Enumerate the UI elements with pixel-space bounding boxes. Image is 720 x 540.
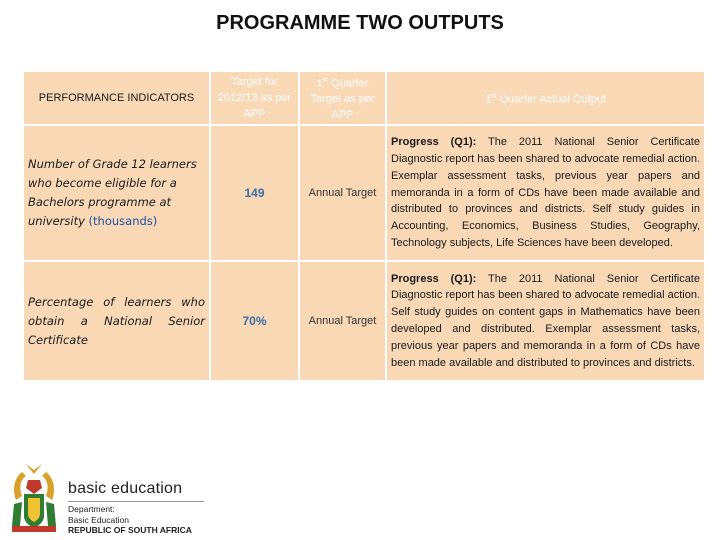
brand-name: basic education xyxy=(68,480,183,497)
department-block xyxy=(68,504,192,536)
outputs-table xyxy=(22,70,706,382)
country-name: REPUBLIC OF SOUTH AFRICA xyxy=(68,525,192,535)
header-q1-target: 1st Quarter Target as per APP xyxy=(300,72,385,124)
indicator-cell: Percentage of learners who obtain a National Senior Certificate xyxy=(24,262,209,380)
table-row xyxy=(24,262,704,380)
annual-target-cell: 70% xyxy=(211,262,298,380)
actual-output-cell: Progress (Q1): The 2011 National Senior Certificate Diagnostic report has been shared to advocate remedial action. Exemplar assessment tasks, previous year papers and memoranda in a form of CDs have been made available and distributed to provinces and districts. Self study guides in Accounting, Economics, Business Studies, Geography, Technology subjects, Life Sciences have been developed. xyxy=(387,126,704,260)
quarter-target-cell: Annual Target xyxy=(300,126,385,260)
header-annual-target: Target for 2012/13 as per APP xyxy=(211,72,298,124)
quarter-target-cell: Annual Target xyxy=(300,262,385,380)
header-q1-actual: 1st Quarter Actual Output xyxy=(387,72,704,124)
table-header-row xyxy=(24,72,704,124)
annual-target-cell: 149 xyxy=(211,126,298,260)
header-indicators: PERFORMANCE INDICATORS xyxy=(24,72,209,124)
department-label: Department: xyxy=(68,504,115,514)
page-title: PROGRAMME TWO OUTPUTS xyxy=(216,12,504,34)
table-row xyxy=(24,126,704,260)
actual-output-cell: Progress (Q1): The 2011 National Senior Certificate Diagnostic report has been shared to advocate remedial action. Self study guides on content gaps in Mathematics have been developed and distributed. Exemplar assessment tasks, previous year papers and memoranda in a form of CDs have been made available and distributed to provinces and districts. xyxy=(387,262,704,380)
brand-divider xyxy=(68,501,204,502)
indicator-cell: Number of Grade 12 learners who become eligible for a Bachelors programme at university (thousands) xyxy=(24,126,209,260)
indicator-unit: (thousands) xyxy=(88,214,158,228)
department-name: Basic Education xyxy=(68,514,129,525)
